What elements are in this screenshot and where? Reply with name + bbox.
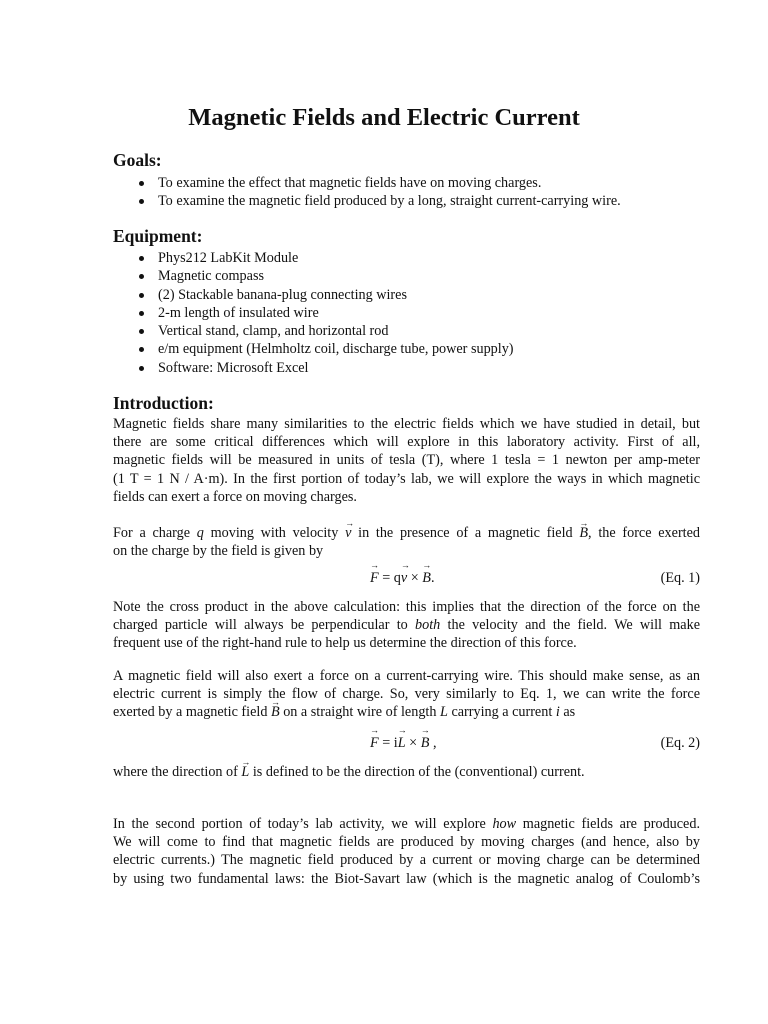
intro-paragraph-2 (113, 524, 700, 560)
length-vector-symbol: → L (241, 763, 249, 781)
text-line: frequent use of the right-hand rule to help us determine the direction of this force. (113, 635, 577, 652)
text-line: charged particle will always be perpendicular to both the velocity and the field. We will make (113, 617, 700, 634)
intro-paragraph-1 (113, 415, 700, 506)
equipment-item: 2-m length of insulated wire (113, 304, 514, 322)
equipment-item: Vertical stand, clamp, and horizontal rod (113, 322, 514, 340)
equation-2-label: (Eq. 2) (660, 735, 700, 751)
text-line: on the charge by the field is given by (113, 543, 324, 560)
text-line: A magnetic field will also exert a force on a current-carrying wire. This should make sense, as an (113, 668, 700, 684)
goal-item: To examine the effect that magnetic fields have on moving charges. (113, 174, 621, 192)
introduction-heading: Introduction: (113, 393, 214, 413)
intro-paragraph-6 (113, 815, 700, 888)
text-line: there are some critical differences which will explore in this laboratory activity. First of all, (113, 434, 700, 451)
equipment-item: (2) Stackable banana-plug connecting wires (113, 286, 514, 304)
text-line: (1 T = 1 N / A·m). In the first portion of today’s lab, we will explore the ways in which magnetic (113, 470, 700, 487)
text-line: fields can exert a force on moving charges. (113, 488, 357, 505)
text-line: exerted by a magnetic field → B on a straight wire of length L carrying a current i as (113, 703, 700, 721)
equation-1-expression: → F = q→ v × → B. (370, 570, 435, 587)
equation-1-label: (Eq. 1) (660, 570, 700, 586)
text-line: electric current is simply the flow of charge. So, very similarly to Eq. 1, we can write the force (113, 686, 700, 703)
equipment-item: Software: Microsoft Excel (113, 359, 514, 377)
field-vector-symbol: → B (271, 703, 280, 721)
page-title: Magnetic Fields and Electric Current (188, 104, 580, 131)
equation-1 (113, 570, 700, 592)
equation-2-expression: → F = i→ L × → B , (370, 735, 436, 752)
intro-paragraph-4 (113, 667, 700, 722)
intro-paragraph-5 (113, 763, 700, 781)
text-line: For a charge q moving with velocity → v in the presence of a magnetic field → B, the force exerted (113, 524, 700, 542)
text-line: In the second portion of today’s lab activity, we will explore how magnetic fields are produced. (113, 816, 700, 832)
text-line: Magnetic fields share many similarities to the electric fields which we have studied in detail, but (113, 416, 700, 432)
field-vector-symbol: → B (579, 524, 588, 542)
text-line: by using two fundamental laws: the Biot-Savart law (which is the magnetic analog of Coulomb’s (113, 870, 700, 887)
text-line: Note the cross product in the above calculation: this implies that the direction of the force on the (113, 599, 700, 615)
text-line: where the direction of → L is defined to be the direction of the (conventional) current. (113, 763, 700, 781)
text-line: electric currents.) The magnetic field produced by a current or moving charge can be determined (113, 852, 700, 869)
goals-list (113, 174, 621, 211)
equipment-list (113, 249, 514, 377)
equipment-item: Magnetic compass (113, 267, 514, 285)
equipment-heading: Equipment: (113, 226, 203, 246)
text-line: magnetic fields will be measured in units of tesla (T), where 1 tesla = 1 newton per amp-meter (113, 452, 700, 469)
equipment-item: Phys212 LabKit Module (113, 249, 514, 267)
goal-item: To examine the magnetic field produced by a long, straight current-carrying wire. (113, 192, 621, 210)
intro-paragraph-3 (113, 598, 700, 653)
goals-heading: Goals: (113, 150, 162, 170)
text-line: We will come to find that magnetic fields are produced by moving charges (and hence, also by (113, 834, 700, 851)
equation-2 (113, 735, 700, 757)
equipment-item: e/m equipment (Helmholtz coil, discharge tube, power supply) (113, 340, 514, 358)
velocity-vector-symbol: → v (345, 524, 351, 542)
charge-symbol: q (196, 525, 204, 541)
